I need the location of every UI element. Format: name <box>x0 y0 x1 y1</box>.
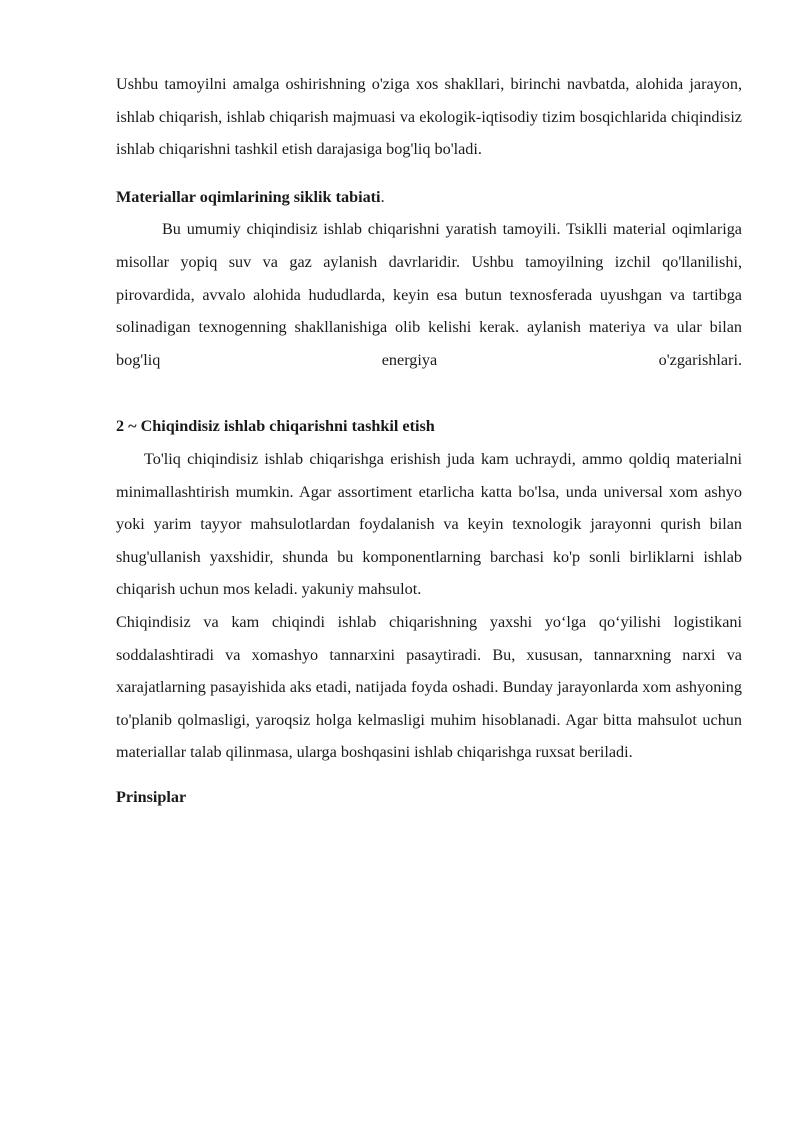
section-heading-principles: Prinsiplar <box>116 787 187 806</box>
section-heading-organization: 2 ~ Chiqindisiz ishlab chiqarishni tashkil etish <box>116 417 435 436</box>
organization-paragraph-1: To'liq chiqindisiz ishlab chiqarishga erishish juda kam uchraydi, ammo qoldiq materialni minimallashtirish mumkin. Agar assortiment etarlicha katta bo'lsa, unda universal xom ashyo yoki yarim tayyor mahsulotlardan foydalanish va keyin texnologik jarayonni qurish bilan shug'ullanish yaxshidir, shunda bu komponentlarning barchasi ko'p sonli birliklarni ishlab chiqarish uchun mos keladi. yakuniy mahsulot. <box>116 449 742 599</box>
organization-paragraph-2: Chiqindisiz va kam chiqindi ishlab chiqarishning yaxshi yo‘lga qo‘yilishi logistikani soddalashtiradi va xomashyo tannarxini pasaytiradi. Bu, xususan, tannarxning narxi va xarajatlarning pasayishida aks etadi, natijada foyda oshadi. Bunday jarayonlarda xom ashyoning to'planib qolmasligi, yaroqsiz holga kelmasligi muhim hisoblanadi. Agar bitta mahsulot uchun materiallar talab qilinmasa, ularga boshqasini ishlab chiqarishga ruxsat beriladi. <box>116 612 742 762</box>
intro-paragraph: Ushbu tamoyilni amalga oshirishning o'ziga xos shakllari, birinchi navbatda, alohida jarayon, ishlab chiqarish, ishlab chiqarish majmuasi va ekologik-iqtisodiy tizim bosqichlarida chiqindisiz ishlab chiqarishni tashkil etish darajasiga bog'liq bo'ladi. <box>116 75 742 159</box>
section-heading-period: . <box>380 187 385 206</box>
section-heading-cyclic-flows <box>116 181 742 214</box>
document-page <box>116 68 742 813</box>
section-heading-text: Materiallar oqimlarining siklik tabiati <box>116 187 381 206</box>
cyclic-flows-paragraph: Bu umumiy chiqindisiz ishlab chiqarishni yaratish tamoyili. Tsiklli material oqimlariga misollar yopiq suv va gaz aylanish davrlaridir. Ushbu tamoyilning izchil qo'llanilishi, pirovardida, avvalo alohida hududlarda, keyin esa butun texnosferada uyushgan va tartibga solinadigan texnogenning shakllanishiga olib kelishi kerak. aylanish materiya va ular bilan bog'liq energiya o'zgarishlari. <box>116 220 742 369</box>
